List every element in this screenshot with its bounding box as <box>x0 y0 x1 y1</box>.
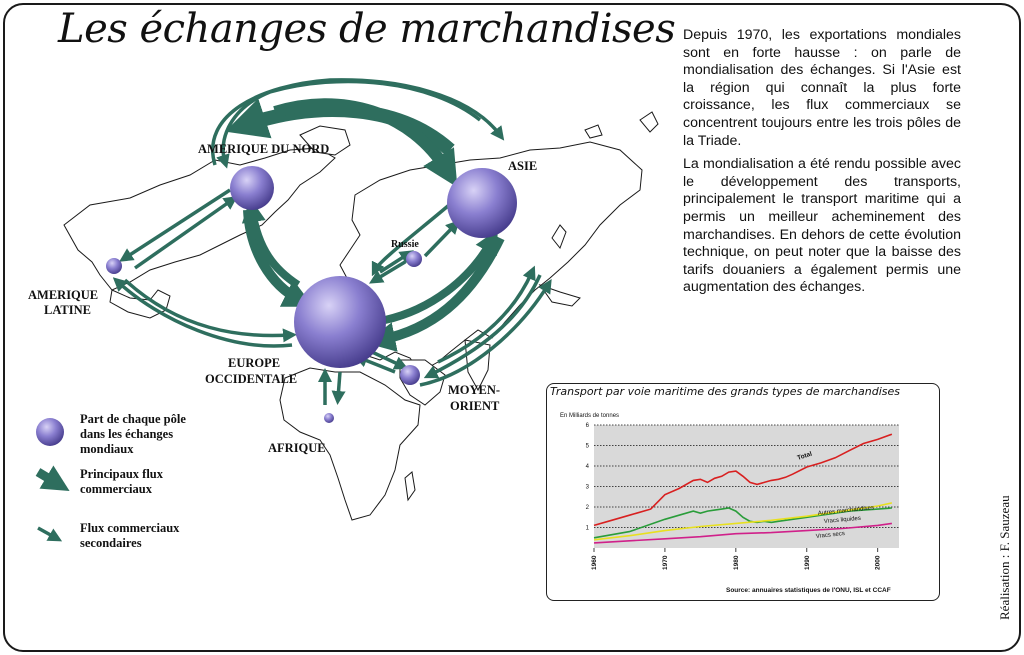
pole-latin-america <box>106 258 122 274</box>
x-tick-label: 1960 <box>591 555 598 570</box>
y-tick-label: 5 <box>585 443 589 450</box>
label-africa: AFRIQUE <box>268 441 326 455</box>
pole-asia <box>447 168 517 238</box>
y-axis-label: En Milliards de tonnes <box>560 413 620 419</box>
series-label-total: Total <box>796 450 813 462</box>
flow-europe-africa <box>338 372 340 398</box>
x-tick-label: 1990 <box>803 555 811 570</box>
x-ticks <box>591 548 882 570</box>
legend-pole-text: Part de chaque pôle dans les échanges mondiaux <box>80 412 186 456</box>
label-russia: Russie <box>391 239 419 250</box>
series-label-liquides: Vracs liquides <box>823 515 862 525</box>
label-north-america: AMERIQUE DU NORD <box>198 142 330 156</box>
page-title: Les échanges de marchandises <box>58 6 676 52</box>
label-europe-1: EUROPE <box>228 356 281 370</box>
maritime-chart <box>546 383 938 599</box>
y-tick-label: 3 <box>585 484 589 491</box>
y-tick-label: 1 <box>585 525 589 532</box>
legend-secondary-flows-text: Flux commerciaux secondaires <box>80 521 180 550</box>
series-label-autres: Autres marchandises <box>817 505 875 517</box>
intro-paragraph-1: Depuis 1970, les exportations mondiales sont en forte hausse : on parle de mondialisation des échanges. Si l'Asie est la région qui connaît la plus forte croissance, les flux commerciaux se concentrent toujours entre les trois pôles de la Triade. <box>683 27 961 149</box>
legend-main-flows-text: Principaux flux commerciaux <box>80 467 163 496</box>
x-tick-label: 1980 <box>732 555 740 570</box>
legend-secondary-flow-icon <box>38 528 56 538</box>
x-tick-label: 2000 <box>874 555 882 570</box>
series-label-secs: Vracs secs <box>815 530 846 540</box>
label-europe-2: OCCIDENTALE <box>205 372 298 386</box>
madagascar-shape <box>405 472 415 500</box>
islands-shape-2 <box>640 112 658 132</box>
pole-africa <box>324 413 334 423</box>
pole-middle-east <box>400 365 420 385</box>
pole-north-america <box>230 166 274 210</box>
label-asia: ASIE <box>508 159 538 173</box>
label-latin-america-2: LATINE <box>44 303 92 317</box>
y-tick-label: 2 <box>585 505 589 511</box>
y-tick-label: 6 <box>585 423 589 429</box>
legend-pole-icon <box>36 418 64 446</box>
intro-paragraph-2: La mondialisation a été rendu possible avec le développement des transports, principalement le transport maritime qui a permis un meilleur acheminement des marchandises. En dehors de cette évolution technique, on peut noter que la baisse des tarifs douaniers a également permis une augmentation des échanges. <box>683 156 961 296</box>
label-middle-east-2: ORIENT <box>450 399 500 413</box>
label-latin-america-1: AMERIQUE <box>28 288 99 302</box>
north-america-shape <box>64 148 335 290</box>
chart-source: Source: annuaires statistiques de l'ONU, ISL et CCAF <box>726 587 891 594</box>
pole-europe <box>294 276 386 368</box>
y-ticks <box>586 423 590 532</box>
islands-shape <box>585 125 602 138</box>
credit: Réalisation : F. Sauzeau <box>997 495 1012 620</box>
x-tick-label: 1970 <box>661 555 669 570</box>
legend-main-flow-icon <box>38 472 58 484</box>
label-middle-east-1: MOYEN- <box>448 383 501 397</box>
pole-russia <box>406 251 422 267</box>
chart-title: Transport par voie maritime des grands types de marchandises <box>550 385 900 398</box>
y-tick-label: 4 <box>585 464 589 470</box>
